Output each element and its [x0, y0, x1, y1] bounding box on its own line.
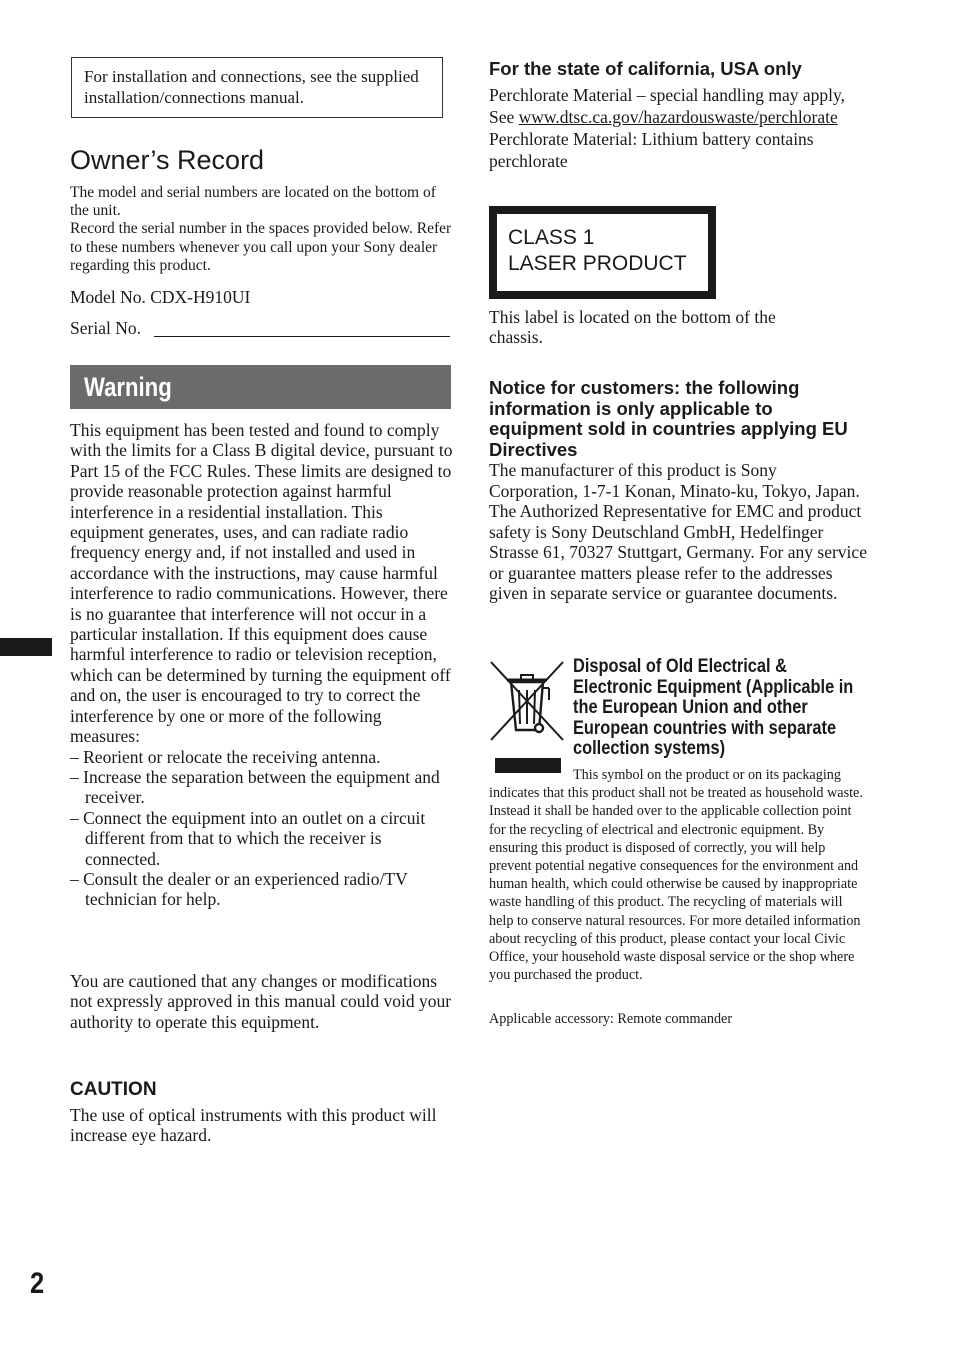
measure-item: – Connect the equipment into an outlet on a circuit different from that to which the receiver is connected.: [70, 807, 426, 869]
applicable-accessory: Applicable accessory: Remote commander: [489, 1011, 733, 1027]
perchlorate-line-1: Perchlorate Material – special handling may apply,: [489, 85, 846, 105]
model-number: Model No. CDX-H910UI: [70, 287, 251, 307]
dtsc-link[interactable]: www.dtsc.ca.gov/hazardouswaste/perchlorate: [518, 107, 838, 127]
warning-body: [70, 420, 455, 910]
owners-record-text: [70, 184, 455, 275]
label-location-text: This label is located on the bottom of the chassis.: [489, 307, 776, 348]
measures-list: [70, 747, 455, 910]
owners-record-paragraph-2: Record the serial number in the spaces provided below. Refer to these numbers whenever you call upon your Sony dealer regarding this product.: [70, 220, 452, 274]
laser-label-class: CLASS 1: [508, 226, 595, 249]
eu-notice-text: The manufacturer of this product is Sony Corporation, 1-7-1 Konan, Minato-ku, Tokyo, Japan. The Authorized Representative for EMC and product safety is Sony Deutschland GmbH, Hedelfinger Strasse 61, 70327 Stuttgart, Germany. For any service or guarantee matters please refer to the addresses given in separate service or guarantee documents.: [489, 460, 867, 603]
california-heading: For the state of california, USA only: [489, 58, 802, 79]
installation-note-text: For installation and connections, see the supplied installation/connections manual.: [84, 67, 419, 107]
laser-label-product: LASER PRODUCT: [508, 252, 687, 275]
see-prefix: See: [489, 107, 519, 127]
perchlorate-line-2: [489, 106, 879, 128]
warning-title: Warning: [84, 372, 172, 402]
owners-record-paragraph-1: The model and serial numbers are located on the bottom of the unit.: [70, 184, 436, 220]
section-edge-tab: [0, 638, 52, 656]
modifications-caution-text: You are cautioned that any changes or modifications not expressly approved in this manual could void your authority to operate this equipment.: [70, 971, 452, 1032]
installation-note-box: [71, 57, 443, 118]
measure-item: – Increase the separation between the equipment and receiver.: [70, 766, 440, 808]
measure-item: – Reorient or relocate the receiving antenna.: [70, 746, 381, 767]
serial-number-label: Serial No.: [70, 318, 141, 338]
caution-text: The use of optical instruments with this product will increase eye hazard.: [70, 1105, 437, 1146]
fcc-statement: This equipment has been tested and found to comply with the limits for a Class B digital device, pursuant to Part 15 of the FCC Rules. These limits are designed to provide reasonable protection against harmful interference in a residential installation. This equipment generates, uses, and can radiate radio frequency energy and, if not installed and used in accordance with the instructions, may cause harmful interference to radio communications. However, there is no guarantee that interference will not occur in a particular installation. If this equipment does cause harmful interference to radio or television reception, which can be determined by turning the equipment off and on, the user is encouraged to try to correct the interference by one or more of the following measures:: [70, 420, 453, 747]
page-number: 2: [30, 1267, 45, 1300]
crossed-out-wheelie-bin-icon: [489, 660, 565, 744]
perchlorate-line-3: Perchlorate Material: Lithium battery contains perchlorate: [489, 129, 814, 171]
measure-item: – Consult the dealer or an experienced radio/TV technician for help.: [70, 868, 408, 910]
caution-heading: CAUTION: [70, 1079, 157, 1100]
eu-notice-heading: Notice for customers: the following information is only applicable to equipment sold in countries applying EU Directives: [489, 377, 848, 460]
perchlorate-notice: [489, 84, 879, 172]
owners-record-title: Owner’s Record: [70, 145, 265, 175]
disposal-text: This symbol on the product or on its packaging indicates that this product shall not be treated as household waste. Instead it shall be handed over to the applicable collection point for the recycling of electrical and electronic equipment. By ensuring this product is disposed of correctly, you will help prevent potential negative consequences for the environment and human health, which could otherwise be caused by inappropriate waste handling of this product. The recycling of materials will help to conserve natural resources. For more detailed information about recycling of this product, please contact your local Civic Office, your household waste disposal service or the shop where you purchased the product.: [489, 767, 863, 984]
disposal-heading: Disposal of Old Electrical & Electronic Equipment (Applicable in the European Union and other European countries with separate collection systems): [573, 655, 854, 760]
serial-number-blank-line: [154, 336, 450, 337]
